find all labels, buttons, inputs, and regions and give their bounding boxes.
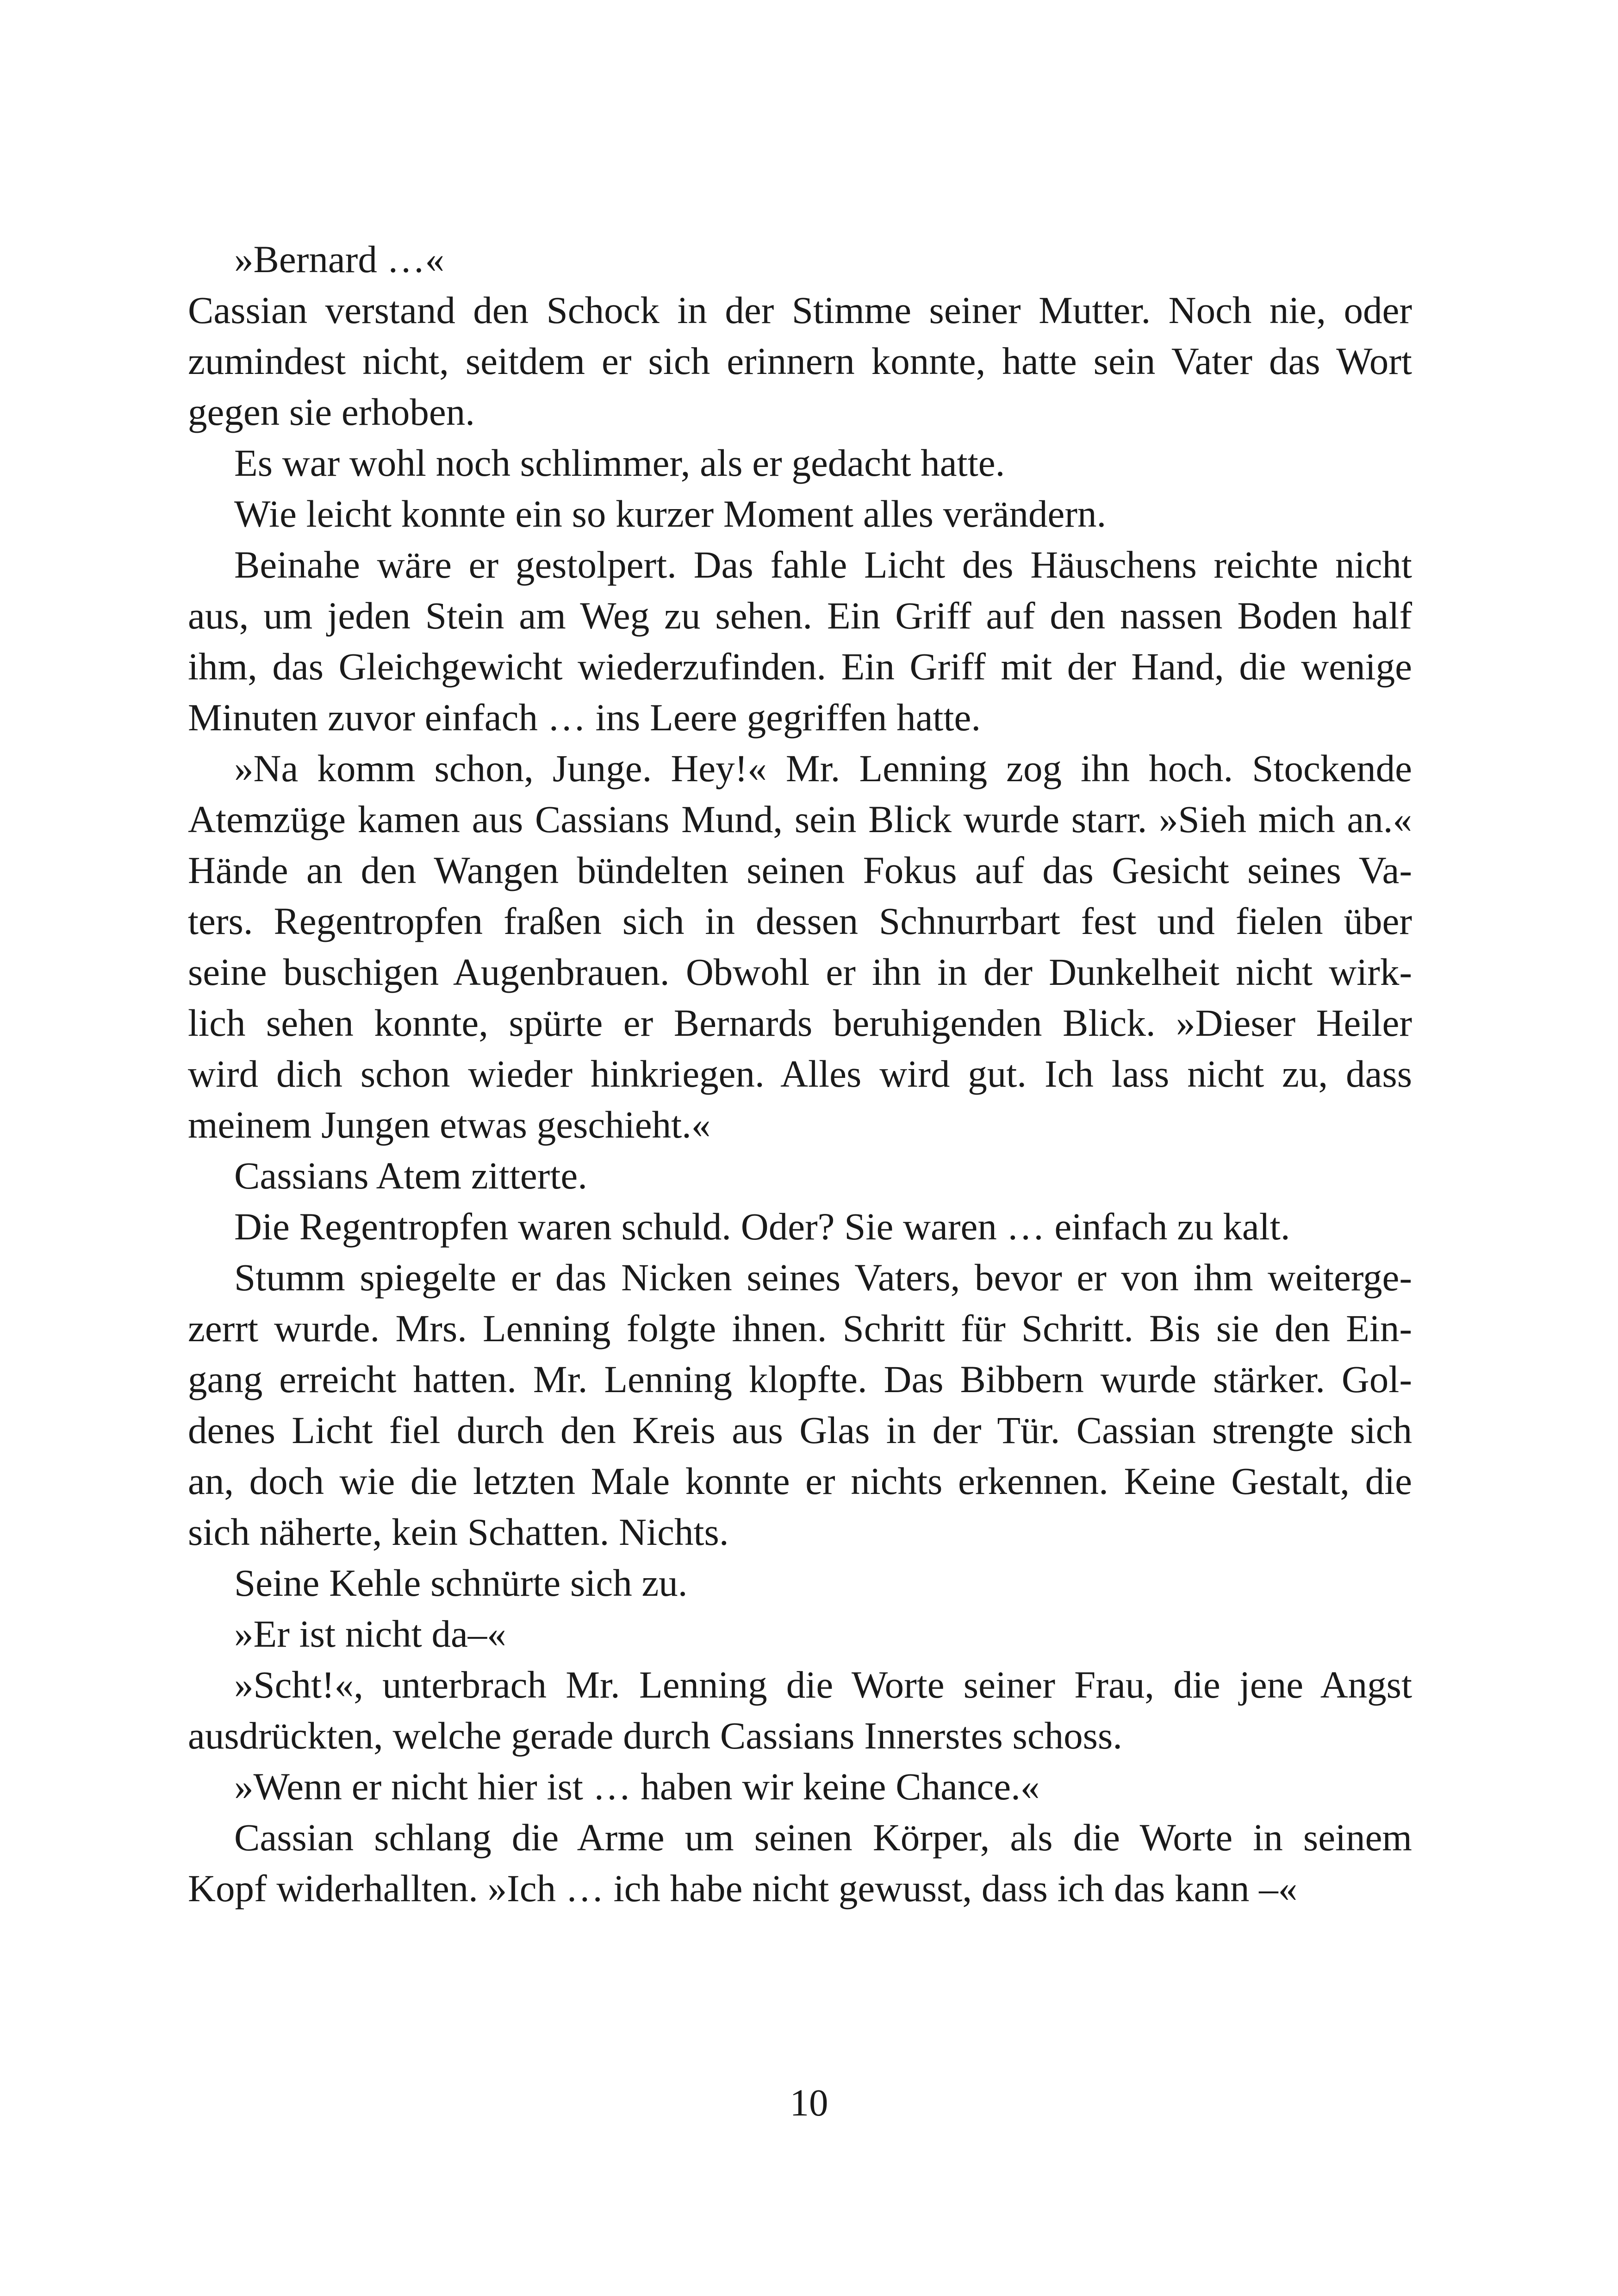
text-line: Hände an den Wangen bündelten seinen Fokus auf das Gesicht seines Va- — [188, 849, 1412, 891]
text-line: Cassian schlang die Arme um seinen Körper, als die Worte in seinem — [234, 1816, 1412, 1859]
text-line: Cassians Atem zitterte. — [234, 1154, 587, 1197]
text-line: meinem Jungen etwas geschieht.« — [188, 1103, 711, 1146]
text-line: zumindest nicht, seitdem er sich erinnern konnte, hatte sein Vater das Wort — [188, 340, 1412, 382]
text-line: »Wenn er nicht hier ist … haben wir keine Chance.« — [234, 1765, 1040, 1808]
text-line: Atemzüge kamen aus Cassians Mund, sein Blick wurde starr. »Sieh mich an.« — [188, 798, 1412, 840]
text-line: gegen sie erhoben. — [188, 391, 475, 433]
text-line: sich näherte, kein Schatten. Nichts. — [188, 1511, 729, 1553]
text-line: Kopf widerhallten. »Ich … ich habe nicht gewusst, dass ich das kann –« — [188, 1867, 1298, 1910]
text-line: »Na komm schon, Junge. Hey!« Mr. Lenning zog ihn hoch. Stockende — [234, 747, 1412, 790]
text-line: Beinahe wäre er gestolpert. Das fahle Licht des Häuschens reichte nicht — [234, 543, 1412, 586]
text-line: Die Regentropfen waren schuld. Oder? Sie waren … einfach zu kalt. — [234, 1205, 1290, 1248]
text-line: lich sehen konnte, spürte er Bernards beruhigenden Blick. »Dieser Heiler — [188, 1002, 1412, 1044]
text-line: wird dich schon wieder hinkriegen. Alles wird gut. Ich lass nicht zu, dass — [188, 1052, 1412, 1095]
text-line: an, doch wie die letzten Male konnte er nichts erkennen. Keine Gestalt, die — [188, 1460, 1412, 1502]
text-line: Minuten zuvor einfach … ins Leere gegriffen hatte. — [188, 696, 981, 739]
text-line: zerrt wurde. Mrs. Lenning folgte ihnen. Schritt für Schritt. Bis sie den Ein- — [188, 1307, 1412, 1350]
text-line: gang erreicht hatten. Mr. Lenning klopfte. Das Bibbern wurde stärker. Gol- — [188, 1358, 1412, 1400]
text-line: Stumm spiegelte er das Nicken seines Vaters, bevor er von ihm weiterge- — [234, 1256, 1412, 1299]
text-line: ausdrückten, welche gerade durch Cassians Innerstes schoss. — [188, 1714, 1123, 1757]
text-line: seine buschigen Augenbrauen. Obwohl er ihn in der Dunkelheit nicht wirk- — [188, 951, 1412, 993]
text-line: ters. Regentropfen fraßen sich in dessen Schnurrbart fest und fielen über — [188, 900, 1412, 942]
text-line: aus, um jeden Stein am Weg zu sehen. Ein Griff auf den nassen Boden half — [188, 594, 1412, 637]
text-line: Es war wohl noch schlimmer, als er gedacht hatte. — [234, 442, 1005, 484]
text-line: Cassian verstand den Schock in der Stimme seiner Mutter. Noch nie, oder — [188, 289, 1412, 331]
text-line: »Scht!«, unterbrach Mr. Lenning die Worte seiner Frau, die jene Angst — [234, 1663, 1412, 1706]
text-line: Wie leicht konnte ein so kurzer Moment alles verändern. — [234, 492, 1107, 535]
text-line: denes Licht fiel durch den Kreis aus Glas in der Tür. Cassian strengte sich — [188, 1409, 1412, 1451]
text-line: ihm, das Gleichgewicht wiederzufinden. Ein Griff mit der Hand, die wenige — [188, 645, 1412, 688]
page-number: 10 — [790, 2081, 828, 2124]
text-line: Seine Kehle schnürte sich zu. — [234, 1562, 688, 1604]
text-line: »Bernard …« — [234, 238, 445, 280]
text-line: »Er ist nicht da–« — [234, 1612, 506, 1655]
